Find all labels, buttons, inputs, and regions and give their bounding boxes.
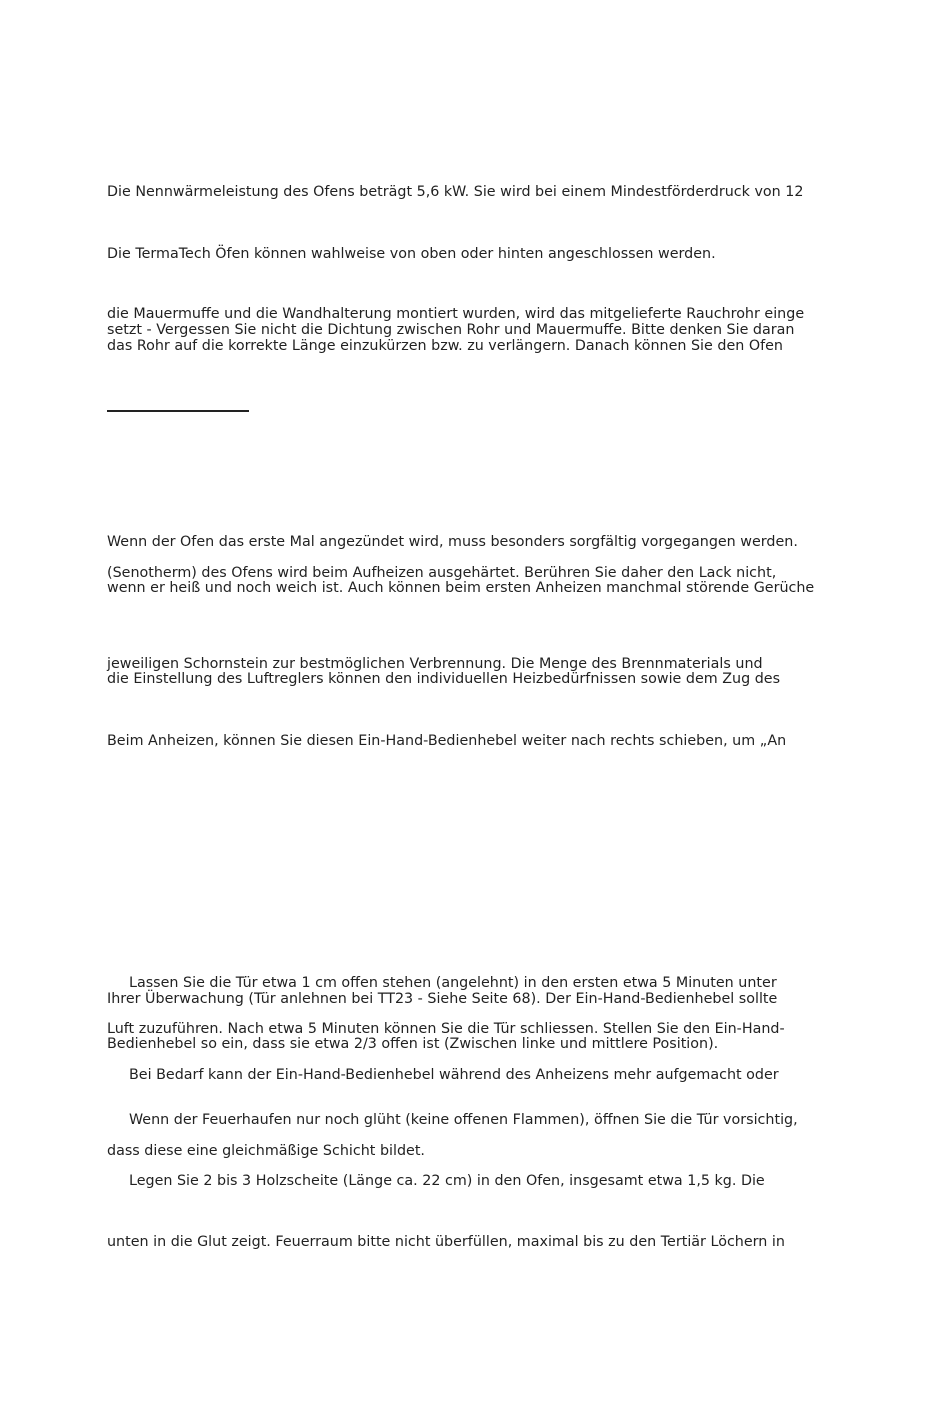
text-line-nennwaermeleistung: Die Nennwärmeleistung des Ofens beträgt 5,6 kW. Sie wird bei einem Mindestförderdruck von 12 <box>107 184 804 200</box>
text-line-holzscheite: Legen Sie 2 bis 3 Holzscheite (Länge ca. 22 cm) in den Ofen, insgesamt etwa 1,5 kg. Die <box>129 1173 765 1189</box>
text-line-senotherm: (Senotherm) des Ofens wird beim Aufheizen ausgehärtet. Berühren Sie daher den Lack nicht, <box>107 565 777 581</box>
text-line-schicht: dass diese eine gleichmäßige Schicht bildet. <box>107 1143 425 1159</box>
text-line-anheizen-hebel: Beim Anheizen, können Sie diesen Ein-Hand-Bedienhebel weiter nach rechts schieben, um „An <box>107 733 787 749</box>
text-line-ueberwachung: Ihrer Überwachung (Tür anlehnen bei TT23 - Siehe Seite 68). Der Ein-Hand-Bedienhebel sollte <box>107 991 778 1007</box>
text-line-dichtung: setzt - Vergessen Sie nicht die Dichtung zwischen Rohr und Mauermuffe. Bitte denken Sie daran <box>107 322 795 338</box>
text-line-tuer-offen: Lassen Sie die Tür etwa 1 cm offen stehen (angelehnt) in den ersten etwa 5 Minuten unter <box>129 975 777 991</box>
text-line-bedienhebel-position: Bedienhebel so ein, dass sie etwa 2/3 offen ist (Zwischen linke und mittlere Position). <box>107 1036 719 1052</box>
text-line-luft-zufuehren: Luft zuzuführen. Nach etwa 5 Minuten können Sie die Tür schliessen. Stellen Sie den Ein-Hand- <box>107 1021 785 1037</box>
text-line-feuerhaufen: Wenn der Feuerhaufen nur noch glüht (keine offenen Flammen), öffnen Sie die Tür vorsichtig, <box>129 1112 798 1128</box>
text-line-luftregler: die Einstellung des Luftreglers können den individuellen Heizbedürfnissen sowie dem Zug des <box>107 671 781 687</box>
text-line-glut: unten in die Glut zeigt. Feuerraum bitte nicht überfüllen, maximal bis zu den Tertiär Löchern in <box>107 1234 785 1250</box>
text-line-schornstein: jeweiligen Schornstein zur bestmöglichen Verbrennung. Die Menge des Brennmaterials und <box>107 656 763 672</box>
text-line-anschluss: Die TermaTech Öfen können wahlweise von oben oder hinten angeschlossen werden. <box>107 246 716 262</box>
section-divider <box>107 410 249 412</box>
text-line-mauermuffe: die Mauermuffe und die Wandhalterung montiert wurden, wird das mitgelieferte Rauchrohr einge <box>107 306 805 322</box>
text-line-gerueche: wenn er heiß und noch weich ist. Auch können beim ersten Anheizen manchmal störende Gerüche <box>107 580 815 596</box>
text-line-rohrlaenge: das Rohr auf die korrekte Länge einzukürzen bzw. zu verlängern. Danach können Sie den Ofen <box>107 338 783 354</box>
text-line-erstes-anzuenden: Wenn der Ofen das erste Mal angezündet wird, muss besonders sorgfältig vorgegangen werden. <box>107 534 798 550</box>
text-line-bei-bedarf: Bei Bedarf kann der Ein-Hand-Bedienhebel während des Anheizens mehr aufgemacht oder <box>129 1067 779 1083</box>
